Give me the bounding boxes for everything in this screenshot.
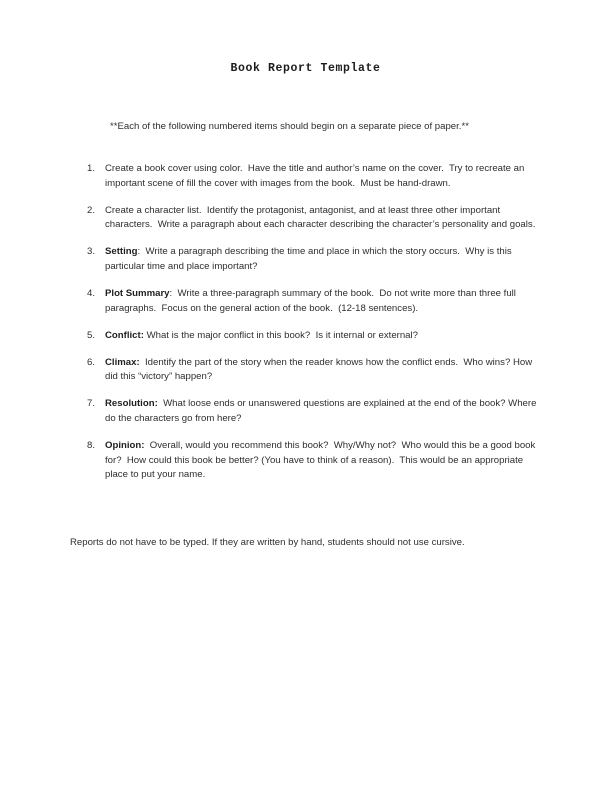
intro-note: **Each of the following numbered items should begin on a separate piece of paper.**: [110, 121, 469, 132]
list-item-body: [105, 356, 544, 385]
list-item: [84, 439, 544, 483]
list-item-lead: Plot Summary: [105, 287, 170, 299]
list-item-text: Overall, would you recommend this book? Why/Why not? Who would this be a good book for? How could this book be better? (You have to think of a reason). This would be an appropriate place to put your name.: [105, 440, 538, 481]
list-item-text: Identify the part of the story when the reader knows how the conflict ends. Who wins? How did this “victory” happen?: [105, 356, 535, 383]
list-item-number: 2.: [87, 204, 96, 216]
list-item-lead: Conflict:: [105, 329, 144, 341]
list-item: [84, 204, 544, 233]
list-item-number: 3.: [87, 246, 96, 258]
list-item: [84, 397, 544, 426]
list-item-body: [105, 204, 544, 233]
list-item-lead: Opinion:: [105, 440, 145, 452]
list-item-body: [105, 397, 544, 426]
list-item-text: Create a book cover using color. Have the title and author’s name on the cover. Try to recreate an important scene of fill the cover with images from the book. Must be hand-drawn.: [105, 163, 528, 189]
list-item-text: What is the major conflict in this book? Is it internal or external?: [143, 329, 418, 341]
list-item-body: [105, 287, 544, 316]
list-item: [84, 356, 544, 385]
list-item-body: [105, 245, 544, 274]
list-item-lead: Climax:: [105, 356, 140, 368]
list-item-number: 7.: [87, 398, 96, 410]
list-item-lead: Setting: [105, 246, 138, 258]
list-item-number: 8.: [87, 440, 96, 452]
list-item-number: 5.: [87, 329, 96, 341]
list-item-body: [105, 329, 544, 344]
list-item-text: What loose ends or unanswered questions are explained at the end of the book? Where do the characters go from here?: [105, 398, 540, 424]
list-item: [84, 162, 544, 191]
list-item-text: : Write a three-paragraph summary of the book. Do not write more than three full paragraphs. Focus on the general action of the book. (12-18 sentences).: [105, 287, 519, 314]
list-item-number: 6.: [87, 356, 96, 368]
footer-note: Reports do not have to be typed. If they are written by hand, students should not use cursive.: [70, 537, 465, 548]
list-item: [84, 329, 544, 344]
list-item-text: Create a character list. Identify the protagonist, antagonist, and at least three other important characters. Write a paragraph about each character describing the character’s personality and goals.: [105, 204, 536, 231]
numbered-item-list: [84, 162, 544, 495]
list-item-body: [105, 162, 544, 191]
list-item-number: 4.: [87, 287, 96, 299]
list-item-body: [105, 439, 544, 483]
page-title: Book Report Template: [230, 62, 381, 75]
list-item-text: : Write a paragraph describing the time and place in which the story occurs. Why is this particular time and place important?: [105, 246, 515, 272]
list-item-number: 1.: [87, 163, 96, 174]
list-item-lead: Resolution:: [105, 398, 158, 410]
list-item: [84, 245, 544, 274]
list-item: [84, 287, 544, 316]
